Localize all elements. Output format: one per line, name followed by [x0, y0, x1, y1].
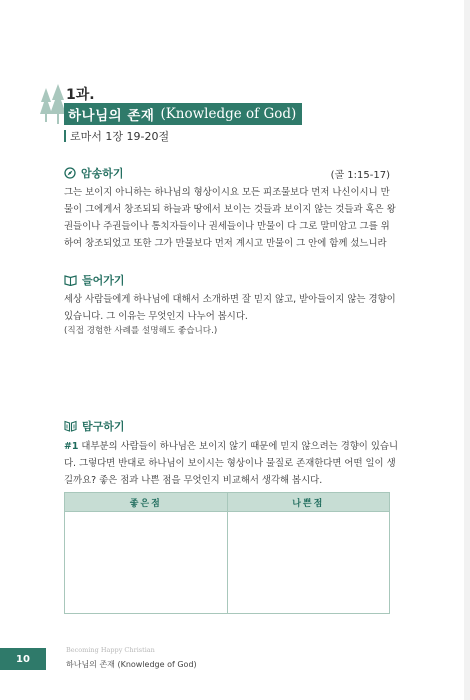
explore-line: 길까요? 좋은 점과 나쁜 점을 무엇인지 비교해서 생각해 봅시다.	[64, 475, 323, 486]
explore-line-text: 대부분의 사람들이 하나님은 보이지 않기 때문에 믿지 않으려는 경향이 있습니	[81, 441, 399, 452]
memorize-line: 하여 창조되었고 또한 그가 만물보다 먼저 계시고 만물이 그 안에 함께 섰느니라	[64, 238, 387, 249]
lesson-number: 1과.	[66, 87, 95, 103]
lesson-title-korean: 하나님의 존재	[68, 108, 155, 124]
good-answer-cell[interactable]	[65, 512, 228, 614]
memorize-paragraph	[64, 184, 398, 252]
intro-paragraph	[64, 291, 398, 325]
scripture-bar	[64, 130, 66, 142]
explore-heading	[64, 418, 125, 434]
compass-icon	[64, 167, 76, 179]
footer-book-title: Becoming Happy Christian	[66, 646, 155, 654]
footer-lesson-title: 하나님의 존재 (Knowledge of God)	[66, 660, 197, 669]
question-number: #1	[64, 441, 79, 452]
comparison-header-row	[65, 493, 390, 512]
page-number: 10	[0, 648, 46, 670]
explore-line: 다. 그렇다면 반대로 하나님이 보이시는 형상이나 물질로 존재한다면 어떤 일이 생	[64, 458, 396, 469]
comparison-answer-row	[65, 512, 390, 614]
memorize-line: 그는 보이지 아니하는 하나님의 형상이시요 모든 피조물보다 먼저 나신이시니 만	[64, 187, 390, 198]
scripture-text: 로마서 1장 19-20절	[70, 130, 170, 143]
column-header-good: 좋은점	[65, 493, 228, 512]
open-book-icon	[64, 274, 77, 286]
lesson-title-bar	[64, 103, 302, 125]
memorize-line: 물이 그에게서 창조되되 하늘과 땅에서 보이는 것들과 보이지 않는 것들과 혹은 왕	[64, 204, 396, 215]
explore-line	[64, 438, 398, 455]
intro-line: 있습니다. 그 이유는 무엇인지 나누어 봅시다.	[64, 311, 248, 322]
intro-heading	[64, 272, 125, 288]
bad-answer-cell[interactable]	[227, 512, 390, 614]
explore-question	[64, 438, 398, 489]
intro-line: 세상 사람들에게 하나님에 대해서 소개하면 잘 믿지 않고, 받아들이지 않는 경향이	[64, 294, 396, 305]
scripture-reference	[64, 128, 169, 144]
memorize-heading	[64, 165, 124, 181]
page-edge	[464, 0, 470, 700]
comparison-table	[64, 492, 390, 614]
memorize-line: 권들이나 주권들이나 통치자들이나 권세들이나 만물이 다 그로 말미암고 그를 위	[64, 221, 390, 232]
memorize-heading-text: 암송하기	[81, 167, 124, 180]
memorize-reference: (골 1:15-17)	[330, 170, 390, 181]
intro-heading-text: 들어가기	[82, 274, 125, 287]
column-header-bad: 나쁜점	[227, 493, 390, 512]
lesson-title-english: (Knowledge of God)	[160, 106, 297, 122]
book-icon	[64, 420, 77, 432]
intro-note: (직접 경험한 사례를 설명해도 좋습니다.)	[64, 326, 218, 336]
explore-heading-text: 탐구하기	[82, 420, 125, 433]
